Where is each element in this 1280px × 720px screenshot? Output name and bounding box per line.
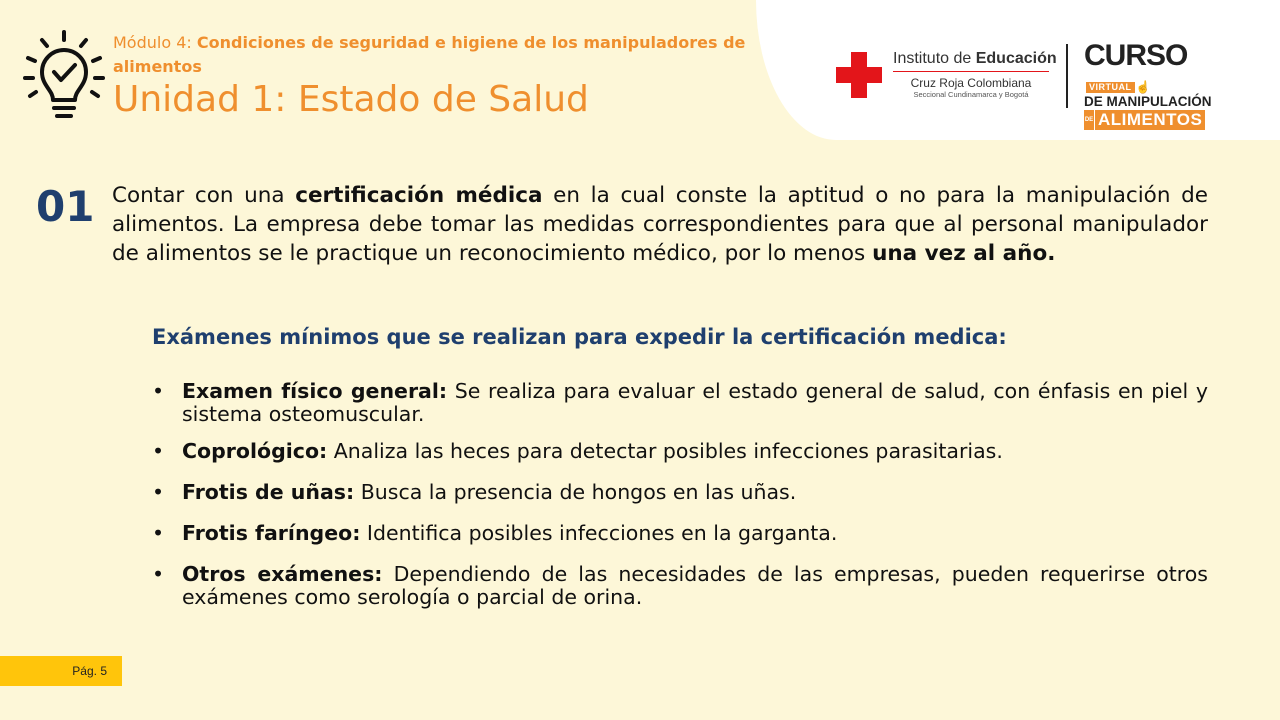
institute-line2: Cruz Roja Colombiana <box>910 76 1032 90</box>
list-item <box>152 563 1208 609</box>
institute-line3: Seccional Cundinamarca y Bogotá <box>913 90 1029 99</box>
list-item <box>152 481 1208 504</box>
exam-desc: Dependiendo de las necesidades de las empresas, pueden requerirse otros exámenes como serología o parcial de orina. <box>182 562 1208 609</box>
list-item <box>152 440 1208 463</box>
lightbulb-check-icon <box>22 30 106 122</box>
intro-paragraph <box>112 181 1208 268</box>
exams-list <box>152 380 1208 627</box>
module-title <box>113 31 753 79</box>
exam-desc: Analiza las heces para detectar posibles infecciones parasitarias. <box>327 439 1003 463</box>
module-prefix: Módulo 4: <box>113 33 197 52</box>
hand-click-icon: ☝ <box>1135 80 1151 94</box>
page-number-tag: Pág. 5 <box>0 656 122 686</box>
exam-term: Frotis faríngeo: <box>182 521 361 545</box>
exam-term: Frotis de uñas: <box>182 480 355 504</box>
exam-term: Otros exámenes: <box>182 562 383 586</box>
bullet: • <box>152 480 165 504</box>
institute-line1-bold: Educación <box>975 50 1057 67</box>
bullet: • <box>152 521 165 545</box>
course-word: CURSO <box>1084 39 1188 72</box>
section-number: 01 <box>36 182 95 231</box>
exams-subheading: Exámenes mínimos que se realizan para expedir la certificación medica: <box>152 325 1007 349</box>
course-de: DE <box>1084 110 1094 130</box>
paragraph-bold: certificación médica <box>295 183 543 208</box>
course-line2: DE MANIPULACIÓN <box>1084 94 1212 109</box>
course-logo <box>1084 39 1234 130</box>
logo-divider <box>1066 44 1068 108</box>
paragraph-bold: una vez al año. <box>872 241 1056 266</box>
red-cross-icon <box>836 52 882 98</box>
course-virtual: VIRTUAL <box>1086 82 1135 93</box>
paragraph-text: Contar con una <box>112 183 296 208</box>
institute-logo <box>893 50 1057 100</box>
bullet: • <box>152 439 165 463</box>
institute-line1-regular: Instituto de <box>893 50 976 67</box>
list-item <box>152 522 1208 545</box>
paragraph-text: en la cual conste la aptitud o no para la manipulación de alimentos. La empresa debe tomar las medidas correspondientes para que al personal manipulador de alimentos se le practique un reconocimiento médico, por lo menos <box>112 183 1208 266</box>
exam-desc: Busca la presencia de hongos en las uñas. <box>354 480 797 504</box>
bullet: • <box>152 379 165 403</box>
module-name: Condiciones de seguridad e higiene de los manipuladores de alimentos <box>113 33 746 76</box>
exam-desc: Se realiza para evaluar el estado general de salud, con énfasis en piel y sistema osteomuscular. <box>182 379 1208 426</box>
exam-term: Coprológico: <box>182 439 328 463</box>
exam-desc: Identifica posibles infecciones en la garganta. <box>360 521 838 545</box>
bullet: • <box>152 562 165 586</box>
exam-term: Examen físico general: <box>182 379 448 403</box>
course-line3: ALIMENTOS <box>1095 110 1205 130</box>
unit-title: Unidad 1: Estado de Salud <box>113 79 589 120</box>
list-item <box>152 380 1208 426</box>
